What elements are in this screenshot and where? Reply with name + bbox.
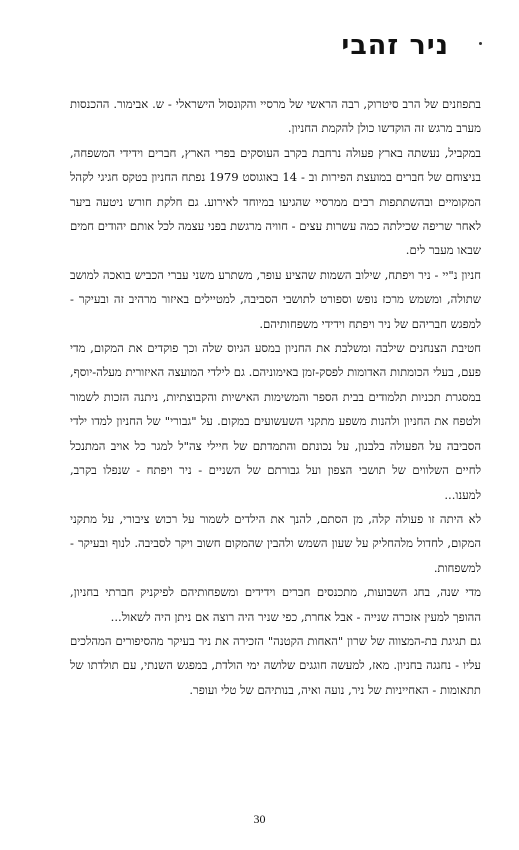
paragraph-5: לא היתה זו פעולה קלה, מן הסתם, להנך את הילדים לשמור על רכוש ציבורי, על מתקני המקום, לחדול מלהחליק על שעון השמש ולהבין שהמקום חשוב ויקר לסביבה. לנוף ובעיקר - למשפחות. <box>70 511 481 575</box>
body-text <box>70 92 481 702</box>
page-number: 30 <box>253 812 266 826</box>
stray-mark <box>479 42 482 45</box>
paragraph-4: חטיבת הצנחנים שילבה ומשלבת את החניון במסע הגיוס שלה וכך פוקדים את המקום, מדי פעם, בעלי הכומתות האדומות לפסק-זמן באימוניהם. גם לילדי המועצה האיזורית מעלה-יוסף, במסגרת תכניות תלמודים בבית הספר והמשימות האישיות והקבוצתיות, ניתנה הזכות לשמור ולטפח את החניון ולהנות משפע מתקני השעשועים במקום. על "גבורי" של החניון למדו ילדי הסביבה על הפעולה בלבנון, על נכונתם והתמדתם של חיילי צה"ל למגר כל אויב המתנכל לחיים השלווים של תושבי הצפון ועל גבורתם של השניים - ניר ויפתח - שנפלו בקרב, למענו... <box>70 341 481 502</box>
paragraph-3: חניון נ"יי - ניר ויפתח, שילוב השמות שהציע עופר, משתרע משני עברי הכביש בואכה למושב שתולה, ומשמש מרכז נופש וספורט לתושבי הסביבה, למטיילים באיזור מרהיב זה ובעיקר - למפגש חבריהם של ניר ויפתח וידידי משפחותיהם. <box>70 267 481 331</box>
page-title: ניר זהבי <box>341 30 449 61</box>
paragraph-2: במקביל, נעשתה בארץ פעולה נרחבת בקרב העוסקים בפרי הארץ, חברים וידידי המשפחה, בניצוחם של חברים במועצת הפירות וב - 14 באוגוסט 1979 נפתח החניון בטקס חגיגי לקהל המקומיים ובהשתתפות רבים ממרסיי שהגיעו במיוחד לאירוע. גם חלקת חורש ניטעה ביער לאחר שריפה שכילתה כמה עשרות עצים - חוויה מרגשת בפני עצמה לכל אותם יהודים חמים שבאו מעבר לים. <box>70 145 481 258</box>
paragraph-1: בתפוזנים של הרב סיטרוק, רבה הראשי של מרסיי והקונסול הישראלי - ש. אבימור. ההכנסות מערב מרגש זה הוקדשו כולן להקמת החניון. <box>70 97 481 136</box>
paragraph-6: מדי שנה, בחג השבועות, מתכנסים חברים וידידים ומשפחותיהם לפיקניק חברתי בחניון, ההופך למעין אזכרה שנייה - אבל אחרת, כפי שניר היה רוצה אם ניתן היה לשאול... <box>70 585 481 624</box>
paragraph-7: גם תגיגת בת-המצווה של שרון "האחות הקטנה" הזכירה את ניר בעיקר מהסיפורים המהלכים עליו - נחגגה בחניון. מאז, למעשה חוגגים שלושה ימי הולדת, במפגש השנתי, עם תולדתו של תתאומות - האחייניות של ניר, נועה ואיה, בנותיהם של טלי ועופר. <box>70 633 481 697</box>
